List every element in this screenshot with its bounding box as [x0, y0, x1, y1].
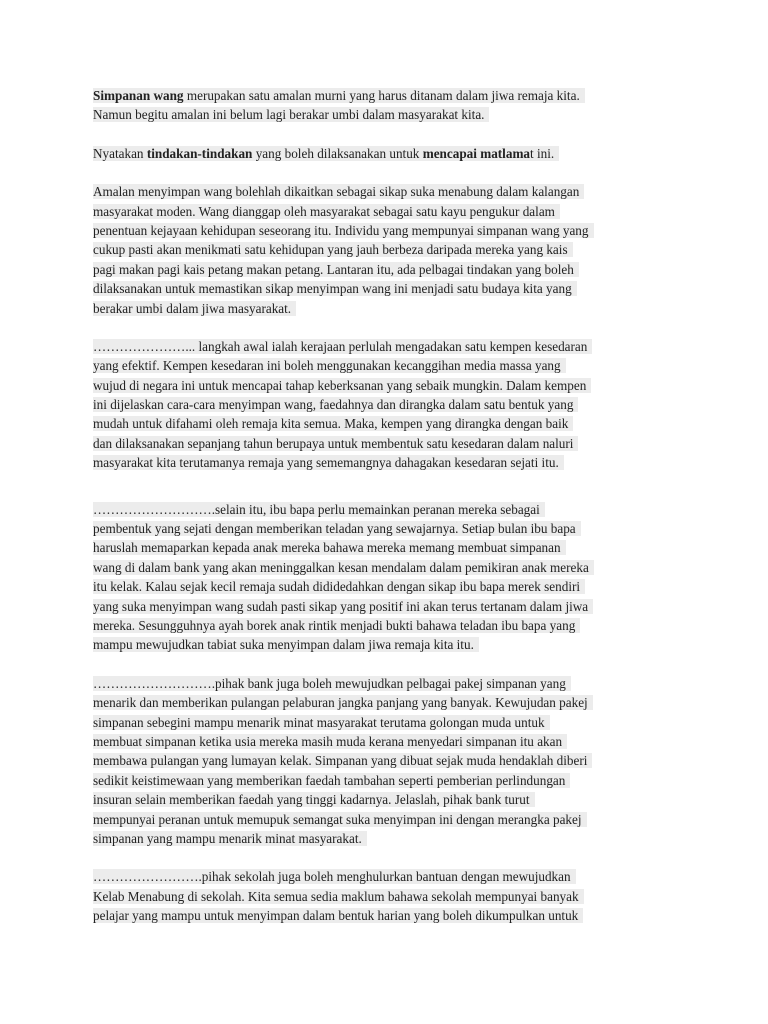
text-line: Nyatakan tindakan-tindakan yang boleh dilaksanakan untuk mencapai matlamat ini. — [93, 144, 685, 163]
text-line: …………………... langkah awal ialah kerajaan perlulah mengadakan satu kempen kesedaran — [93, 337, 685, 356]
text-line: insuran selain memberikan faedah yang tinggi kadarnya. Jelaslah, pihak bank turut — [93, 790, 685, 809]
text-line: membawa pulangan yang lumayan kelak. Simpanan yang dibuat sejak muda hendaklah diberi — [93, 751, 685, 770]
question-paragraph — [93, 144, 685, 163]
text-line: penentuan kejayaan kehidupan seseorang itu. Individu yang mempunyai simpanan wang yang — [93, 221, 685, 240]
text-line: dan dilaksanakan sepanjang tahun berupaya untuk membentuk satu kesedaran dalam naluri — [93, 434, 685, 453]
text-line: simpanan sebegini mampu menarik minat masyarakat terutama golongan muda untuk — [93, 713, 685, 732]
point-parents-paragraph — [93, 500, 685, 655]
text-line: mempunyai peranan untuk memupuk semangat suka menyimpan ini dengan merangka pakej — [93, 810, 685, 829]
bold-phrase: tindakan-tindakan — [146, 145, 253, 161]
text-line: haruslah memaparkan kepada anak mereka bahawa mereka memang membuat simpanan — [93, 538, 685, 557]
intro-paragraph — [93, 86, 685, 125]
text-line: dilaksanakan untuk memastikan sikap menyimpan wang ini menjadi satu budaya kita yang — [93, 279, 685, 298]
text-line: pagi makan pagi kais petang makan petang. Lantaran itu, ada pelbagai tindakan yang boleh — [93, 260, 685, 279]
point-school-paragraph — [93, 867, 685, 925]
text-line: pelajar yang mampu untuk menyimpan dalam bentuk harian yang boleh dikumpulkan untuk — [93, 906, 685, 925]
text-line: pembentuk yang sejati dengan memberikan teladan yang sewajarnya. Setiap bulan ibu bapa — [93, 519, 685, 538]
text-line: yang efektif. Kempen kesedaran ini boleh menggunakan kecanggihan media massa yang — [93, 356, 685, 375]
text-line: menarik dan memberikan pulangan pelaburan jangka panjang yang banyak. Kewujudan pakej — [93, 693, 685, 712]
bold-phrase: Simpanan wang — [93, 88, 184, 103]
text-line: wang di dalam bank yang akan meninggalkan kesan mendalam dalam pemikiran anak mereka — [93, 558, 685, 577]
text-line: mudah untuk difahami oleh remaja kita semua. Maka, kempen yang dirangka dengan baik — [93, 414, 685, 433]
point-government-paragraph — [93, 337, 685, 473]
text-line: sedikit keistimewaan yang memberikan faedah tambahan seperti pemberian perlindungan — [93, 771, 685, 790]
text-line: mereka. Sesungguhnya ayah borek anak rintik menjadi bukti bahawa teladan ibu bapa yang — [93, 616, 685, 635]
text-line: wujud di negara ini untuk mencapai tahap keberksanan yang sebaik mungkin. Dalam kempen — [93, 376, 685, 395]
text-line: masyarakat kita terutamanya remaja yang sememangnya dahagakan kesedaran sejati itu. — [93, 453, 685, 472]
text-line: Namun begitu amalan ini belum lagi berakar umbi dalam masyarakat kita. — [93, 105, 685, 124]
introduction-body-paragraph — [93, 182, 685, 318]
text-line: Amalan menyimpan wang bolehlah dikaitkan sebagai sikap suka menabung dalam kalangan — [93, 182, 685, 201]
document-page — [93, 86, 685, 944]
text-line: mampu mewujudkan tabiat suka menyimpan dalam jiwa remaja kita itu. — [93, 635, 685, 654]
text-line: berakar umbi dalam jiwa masyarakat. — [93, 299, 685, 318]
text-line: Simpanan wang merupakan satu amalan murni yang harus ditanam dalam jiwa remaja kita. — [93, 86, 685, 105]
text-line: yang suka menyimpan wang sudah pasti sikap yang positif ini akan terus tertanam dalam jiwa — [93, 597, 685, 616]
text-line: Kelab Menabung di sekolah. Kita semua sedia maklum bahawa sekolah mempunyai banyak — [93, 887, 685, 906]
text-line: ……………………….pihak bank juga boleh mewujudkan pelbagai pakej simpanan yang — [93, 674, 685, 693]
text-line: itu kelak. Kalau sejak kecil remaja sudah dididedahkan dengan sikap ibu bapa merek sendiri — [93, 577, 685, 596]
text-line: masyarakat moden. Wang dianggap oleh masyarakat sebagai satu kayu pengukur dalam — [93, 202, 685, 221]
text-line: ……………………….selain itu, ibu bapa perlu memainkan peranan mereka sebagai — [93, 500, 685, 519]
bold-phrase: mencapai matlama — [422, 145, 531, 161]
text-line: …………………….pihak sekolah juga boleh menghulurkan bantuan dengan mewujudkan — [93, 867, 685, 886]
text-line: membuat simpanan ketika usia mereka masih muda kerana menyedari simpanan itu akan — [93, 732, 685, 751]
text-line: cukup pasti akan menikmati satu kehidupan yang jauh berbeza daripada mereka yang kais — [93, 240, 685, 259]
text-line: simpanan yang mampu menarik minat masyarakat. — [93, 829, 685, 848]
text-line: ini dijelaskan cara-cara menyimpan wang, faedahnya dan dirangka dalam satu bentuk yang — [93, 395, 685, 414]
point-bank-paragraph — [93, 674, 685, 849]
